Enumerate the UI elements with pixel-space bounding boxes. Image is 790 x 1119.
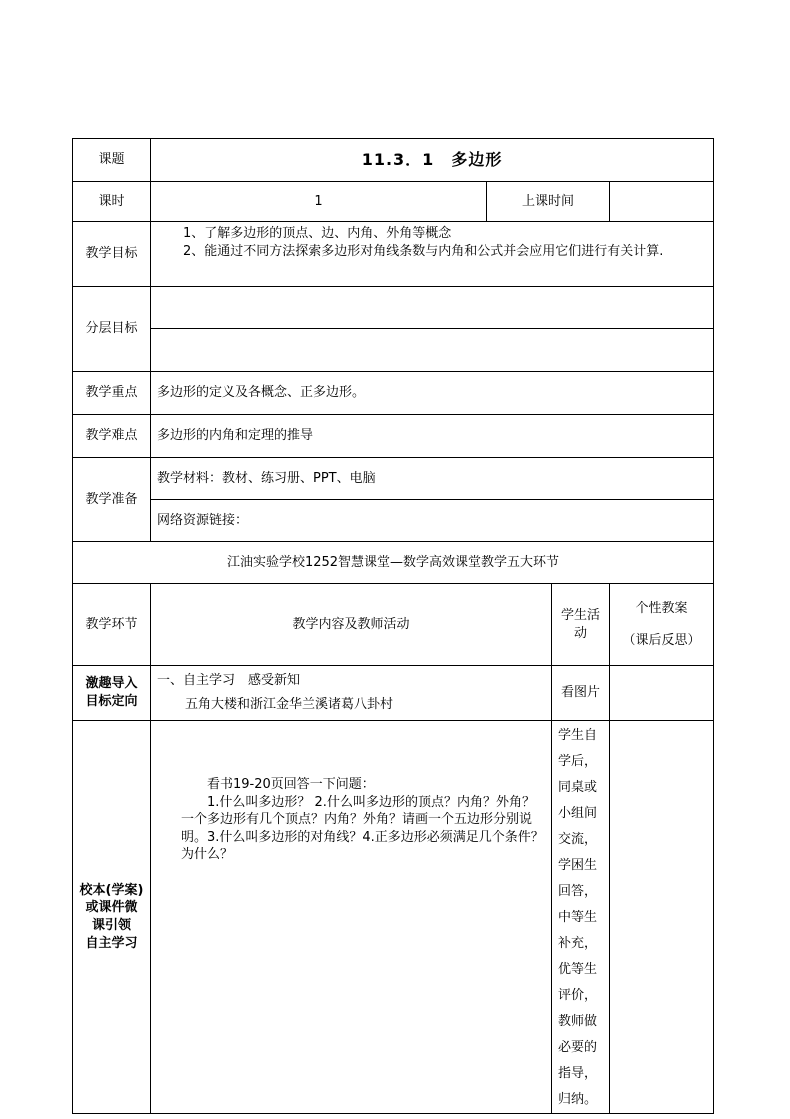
preparation-row-1 xyxy=(73,458,714,500)
key-points-row xyxy=(73,372,714,415)
goals-content xyxy=(151,222,714,287)
preparation-row-2 xyxy=(73,500,714,542)
topic-row xyxy=(73,139,714,182)
header-personal-line1: 个性教案 xyxy=(635,600,688,616)
stage1-content-line2: 五角大楼和浙江金华兰溪诸葛八卦村 xyxy=(185,697,394,712)
lesson-plan-table xyxy=(72,138,714,1114)
header-student: 学生活动 xyxy=(552,584,610,666)
preparation-label: 教学准备 xyxy=(73,458,151,542)
difficulty-value: 多边形的内角和定理的推导 xyxy=(151,415,714,458)
stage2-content xyxy=(151,721,552,1114)
preparation-network: 网络资源链接： xyxy=(151,500,714,542)
period-value: 1 xyxy=(151,182,487,222)
banner-text: 江油实验学校1252智慧课堂—数学高效课堂教学五大环节 xyxy=(73,542,714,584)
difficulty-row xyxy=(73,415,714,458)
stage1-personal xyxy=(610,666,714,721)
header-content: 教学内容及教师活动 xyxy=(151,584,552,666)
layered-row-1 xyxy=(73,287,714,329)
stage1-label-line2: 目标定向 xyxy=(85,694,138,709)
key-points-value: 多边形的定义及各概念、正多边形。 xyxy=(151,372,714,415)
layered-line-2 xyxy=(151,329,714,372)
header-stage: 教学环节 xyxy=(73,584,151,666)
banner-row xyxy=(73,542,714,584)
stage1-label xyxy=(73,666,151,721)
stage2-label-line: 课引领 xyxy=(91,918,131,933)
stage2-personal xyxy=(610,721,714,1114)
header-personal-line2: （课后反思） xyxy=(622,632,701,648)
topic-title: 11.3．1 多边形 xyxy=(151,139,714,182)
stage2-content-head: 看书19-20页回答一下问题： xyxy=(207,777,375,792)
stage2-row xyxy=(73,721,714,1114)
stage2-label-line: 校本(学案) xyxy=(79,882,144,898)
topic-label: 课题 xyxy=(73,139,151,182)
stage2-label-line: 自主学习 xyxy=(85,935,138,951)
goals-row xyxy=(73,222,714,287)
period-label: 课时 xyxy=(73,182,151,222)
stage2-label xyxy=(73,721,151,1114)
stage1-row xyxy=(73,666,714,721)
stage-header-row xyxy=(73,584,714,666)
stage2-student: 学生自学后，同桌或小组间交流，学困生回答，中等生补充，优等生评价，教师做必要的指导，归纳。 xyxy=(552,721,610,1114)
stage1-student: 看图片 xyxy=(552,666,610,721)
goal-item: 2、能通过不同方法探索多边形对角线条数与内角和公式并会应用它们进行有关计算. xyxy=(183,243,664,259)
layered-label: 分层目标 xyxy=(73,287,151,372)
stage2-label-line: 或课件微 xyxy=(85,900,138,916)
preparation-materials: 教学材料：教材、练习册、PPT、电脑 xyxy=(151,458,714,500)
layered-line-1 xyxy=(151,287,714,329)
stage1-label-line1: 激趣导入 xyxy=(85,676,138,692)
header-personal xyxy=(610,584,714,666)
class-time-label: 上课时间 xyxy=(487,182,610,222)
goals-label: 教学目标 xyxy=(73,222,151,287)
period-row xyxy=(73,182,714,222)
key-points-label: 教学重点 xyxy=(73,372,151,415)
difficulty-label: 教学难点 xyxy=(73,415,151,458)
stage2-content-body: 1.什么叫多边形？ 2.什么叫多边形的顶点？内角？外角？一个多边形有几个顶点？内角？外角？请画一个五边形分别说明。3.什么叫多边形的对角线？4.正多边形必须满足几个条件？为什么？ xyxy=(181,794,544,863)
layered-row-2 xyxy=(73,329,714,372)
stage1-content-line1: 一、自主学习 感受新知 xyxy=(157,673,301,689)
goal-item: 1、了解多边形的顶点、边、内角、外角等概念 xyxy=(183,226,452,241)
class-time-value xyxy=(610,182,714,222)
stage1-content xyxy=(151,666,552,721)
